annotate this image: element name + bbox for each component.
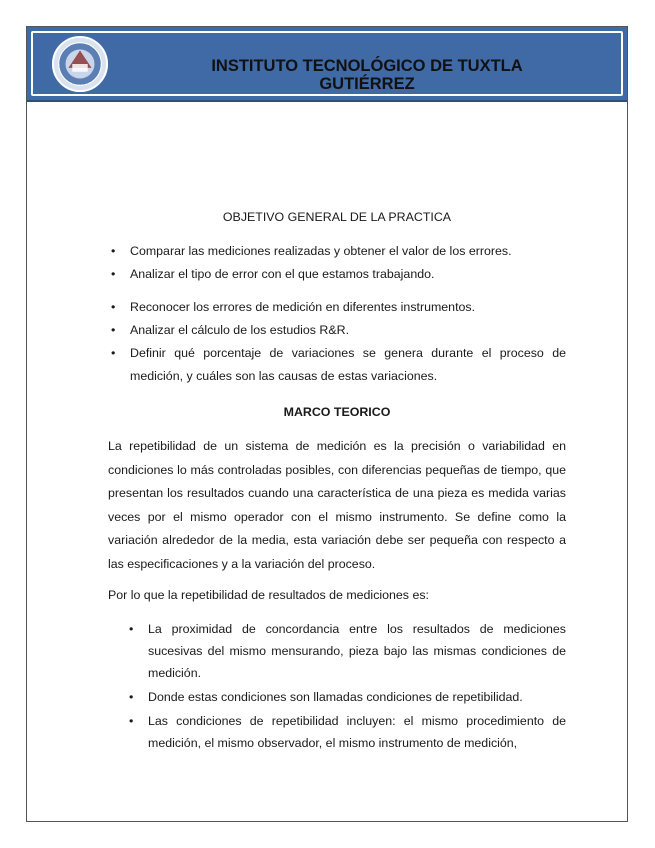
paragraph-intro-list: Por lo que la repetibilidad de resultados de mediciones es: <box>108 588 429 602</box>
list-item: • La proximidad de concordancia entre los resultados de mediciones sucesivas del mismo mensurando, pieza bajo las mismas condiciones de medición. <box>126 618 566 684</box>
list-item: • Reconocer los errores de medición en diferentes instrumentos. <box>108 296 566 319</box>
list-item: • Las condiciones de repetibilidad incluyen: el mismo procedimiento de medición, el mismo observador, el mismo instrumento de medición, <box>126 710 566 754</box>
list-item: • Analizar el tipo de error con el que estamos trabajando. <box>108 263 566 286</box>
objective-list-a <box>108 240 566 286</box>
objective-list-b <box>108 296 566 388</box>
list-item: • Comparar las mediciones realizadas y obtener el valor de los errores. <box>108 240 566 263</box>
list-item: • Donde estas condiciones son llamadas condiciones de repetibilidad. <box>126 686 566 708</box>
marco-teorico-title: MARCO TEORICO <box>283 405 391 419</box>
institute-title: INSTITUTO TECNOLÓGICO DE TUXTLA GUTIÉRREZ <box>211 57 523 93</box>
paragraph-repetibilidad: La repetibilidad de un sistema de medición es la precisión o variabilidad en condiciones lo más controladas posibles, con diferencias pequeñas de tiempo, que presentan los resultados cuando una característica de una pieza es medida varias veces por el mismo operador con el mismo instrumento. Se define como la variación alrededor de la media, esta variación debe ser pequeña con respecto a las especificaciones y a la variación del proceso. <box>108 439 566 571</box>
list-item: • Analizar el cálculo de los estudios R&R. <box>108 319 566 342</box>
objective-title: OBJETIVO GENERAL DE LA PRACTICA <box>222 210 452 224</box>
institute-seal-icon <box>51 35 109 93</box>
marco-list <box>126 618 566 754</box>
list-item: • Definir qué porcentaje de variaciones se genera durante el proceso de medición, y cuáles son las causas de estas variaciones. <box>108 342 566 388</box>
document-body <box>108 208 566 756</box>
header-band <box>27 27 627 102</box>
